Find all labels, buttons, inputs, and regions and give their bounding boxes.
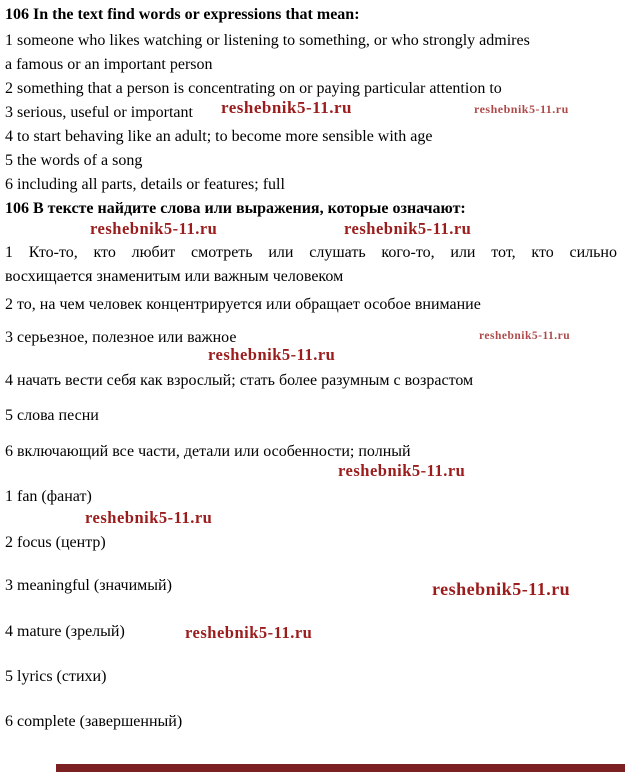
ru-item-3: 3 серьезное, полезное или важное — [5, 329, 237, 346]
ru-item-2: 2 то, на чем человек концентрируется или обращает особое внимание — [5, 296, 481, 313]
watermark: reshebnik5-11.ru — [185, 623, 313, 642]
answer-item-4: 4 mature (зрелый) — [5, 623, 125, 640]
answer-item-2: 2 focus (центр) — [5, 534, 106, 551]
watermark: reshebnik5-11.ru — [221, 98, 352, 117]
watermark: reshebnik5-11.ru — [474, 102, 569, 116]
exercise-heading-ru: 106 В тексте найдите слова или выражения, которые означают: — [5, 200, 466, 217]
exercise-heading-en: 106 In the text find words or expressions that mean: — [5, 6, 360, 23]
en-item-4: 4 to start behaving like an adult; to become more sensible with age — [5, 128, 433, 145]
en-item-5: 5 the words of a song — [5, 152, 143, 169]
ru-item-1-line-1: 1 Кто-то, кто любит смотреть или слушать кого-то, или тот, кто сильно — [5, 244, 617, 261]
watermark: reshebnik5-11.ru — [338, 461, 466, 480]
answer-item-5: 5 lyrics (стихи) — [5, 668, 107, 685]
en-item-2: 2 something that a person is concentrating on or paying particular attention to — [5, 80, 502, 97]
en-item-6: 6 including all parts, details or features; full — [5, 176, 285, 193]
watermark: reshebnik5-11.ru — [344, 219, 472, 238]
watermark: reshebnik5-11.ru — [90, 219, 218, 238]
en-item-3: 3 serious, useful or important — [5, 104, 193, 121]
watermark: reshebnik5-11.ru — [479, 330, 571, 342]
ru-item-5: 5 слова песни — [5, 407, 99, 424]
ru-item-6: 6 включающий все части, детали или особенности; полный — [5, 443, 411, 460]
en-item-1-line-1: 1 someone who likes watching or listening to something, or who strongly admires — [5, 32, 530, 49]
answer-item-6: 6 complete (завершенный) — [5, 713, 183, 730]
footer-bar — [56, 764, 625, 772]
answer-item-3: 3 meaningful (значимый) — [5, 577, 172, 594]
en-item-1-line-2: a famous or an important person — [5, 56, 213, 73]
ru-item-4: 4 начать вести себя как взрослый; стать более разумным с возрастом — [5, 372, 474, 389]
ru-item-1-line-2: восхищается знаменитым или важным человеком — [5, 268, 344, 285]
watermark: reshebnik5-11.ru — [85, 508, 213, 527]
answer-item-1: 1 fan (фанат) — [5, 488, 92, 505]
watermark: reshebnik5-11.ru — [432, 579, 571, 599]
watermark: reshebnik5-11.ru — [208, 345, 336, 364]
